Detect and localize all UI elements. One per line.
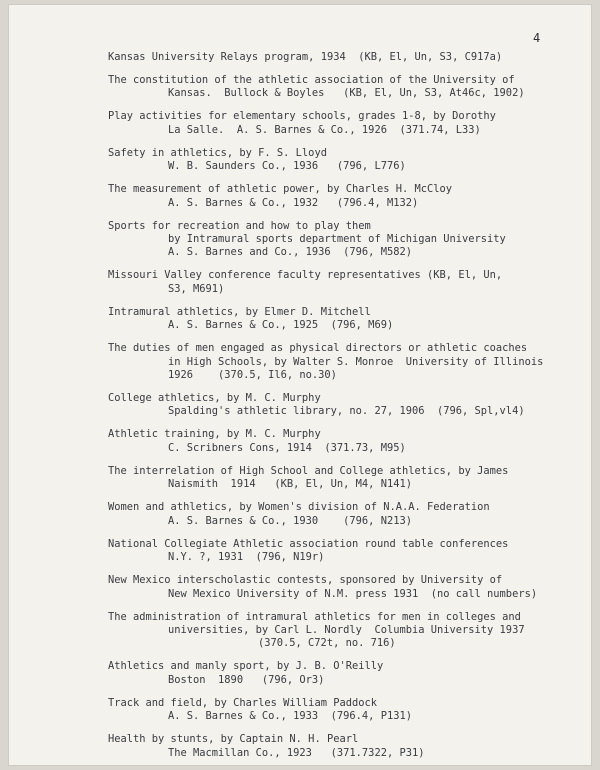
- bibliography-entry: [108, 306, 583, 333]
- bibliography-entry: [108, 660, 583, 687]
- entry-continuation-line: in High Schools, by Walter S. Monroe University of Illinois: [168, 355, 544, 368]
- entry-continuation-line: The Macmillan Co., 1923 (371.7322, P31): [168, 746, 425, 759]
- entry-line: College athletics, by M. C. Murphy: [108, 392, 321, 405]
- entry-line: The constitution of the athletic association of the University of: [108, 74, 515, 86]
- bibliography-entry: [108, 220, 583, 260]
- entry-line: Safety in athletics, by F. S. Lloyd: [108, 146, 327, 159]
- entry-continuation-line: Kansas. Bullock & Boyles (KB, El, Un, S3, At46c, 1902): [168, 87, 525, 100]
- entry-line: Track and field, by Charles William Paddock: [108, 696, 377, 709]
- entry-continuation-line: (370.5, C72t, no. 716): [258, 637, 396, 650]
- entry-continuation-line: A. S. Barnes & Co., 1932 (796.4, M132): [168, 196, 419, 209]
- entry-line: Athletic training, by M. C. Murphy: [108, 428, 321, 441]
- entry-line: Play activities for elementary schools, grades 1-8, by Dorothy: [108, 110, 496, 123]
- bibliography-entry: [108, 611, 583, 651]
- page-number: 4: [533, 31, 541, 45]
- entry-continuation-line: A. S. Barnes & Co., 1925 (796, M69): [168, 319, 394, 332]
- entry-continuation-line: Boston 1890 (796, Or3): [168, 673, 325, 686]
- bibliography-entry: [108, 183, 583, 210]
- entry-line: The administration of intramural athletics for men in colleges and: [108, 610, 521, 623]
- bibliography-entry: [108, 697, 583, 724]
- entry-line: Sports for recreation and how to play them: [108, 219, 371, 232]
- entry-continuation-line: La Salle. A. S. Barnes & Co., 1926 (371.74, L33): [168, 123, 481, 136]
- bibliography-list: [108, 51, 583, 770]
- bibliography-entry: [108, 428, 583, 455]
- bibliography-entry: [108, 74, 583, 101]
- entry-continuation-line: universities, by Carl L. Nordly Columbia University 1937: [168, 623, 525, 636]
- entry-line: The duties of men engaged as physical directors or athletic coaches: [108, 342, 528, 355]
- entry-line: Health by stunts, by Captain N. H. Pearl: [108, 733, 359, 746]
- bibliography-entry: [108, 342, 583, 382]
- bibliography-entry: [108, 574, 583, 601]
- entry-line: Kansas University Relays program, 1934 (KB, El, Un, S3, C917a): [108, 51, 503, 63]
- bibliography-entry: [108, 501, 583, 528]
- entry-continuation-line: by Intramural sports department of Michigan University: [168, 233, 506, 246]
- entry-continuation-line: C. Scribners Cons, 1914 (371.73, M95): [168, 441, 406, 454]
- entry-continuation-line: New Mexico University of N.M. press 1931 (no call numbers): [168, 587, 538, 600]
- entry-line: Intramural athletics, by Elmer D. Mitchell: [108, 305, 371, 318]
- entry-line: Women and athletics, by Women's division of N.A.A. Federation: [108, 501, 490, 514]
- entry-line: The interrelation of High School and College athletics, by James: [108, 464, 509, 477]
- bibliography-entry: [108, 538, 583, 565]
- bibliography-entry: [108, 147, 583, 174]
- bibliography-entry: [108, 269, 583, 296]
- entry-continuation-line: A. S. Barnes & Co., 1933 (796.4, P131): [168, 710, 412, 723]
- entry-line: The measurement of athletic power, by Charles H. McCloy: [108, 183, 453, 196]
- bibliography-entry: [108, 392, 583, 419]
- entry-continuation-line: W. B. Saunders Co., 1936 (796, L776): [168, 160, 406, 173]
- bibliography-entry: [108, 465, 583, 492]
- bibliography-entry: [108, 110, 583, 137]
- entry-continuation-line: S3, M691): [168, 282, 225, 295]
- entry-continuation-line: 1926 (370.5, Il6, no.30): [168, 369, 337, 382]
- document-page: [8, 4, 592, 766]
- entry-line: Athletics and manly sport, by J. B. O'Reilly: [108, 660, 384, 673]
- entry-continuation-line: Spalding's athletic library, no. 27, 1906 (796, Spl,vl4): [168, 405, 525, 418]
- bibliography-entry: [108, 51, 583, 64]
- entry-continuation-line: A. S. Barnes and Co., 1936 (796, M582): [168, 246, 412, 259]
- entry-continuation-line: N.Y. ?, 1931 (796, N19r): [168, 551, 325, 564]
- entry-line: National Collegiate Athletic association round table conferences: [108, 537, 509, 550]
- bibliography-entry: [108, 733, 583, 760]
- entry-line: Missouri Valley conference faculty representatives (KB, El, Un,: [108, 269, 503, 282]
- entry-continuation-line: Naismith 1914 (KB, El, Un, M4, N141): [168, 478, 412, 491]
- entry-line: New Mexico interscholastic contests, sponsored by University of: [108, 574, 503, 587]
- entry-continuation-line: A. S. Barnes & Co., 1930 (796, N213): [168, 514, 412, 527]
